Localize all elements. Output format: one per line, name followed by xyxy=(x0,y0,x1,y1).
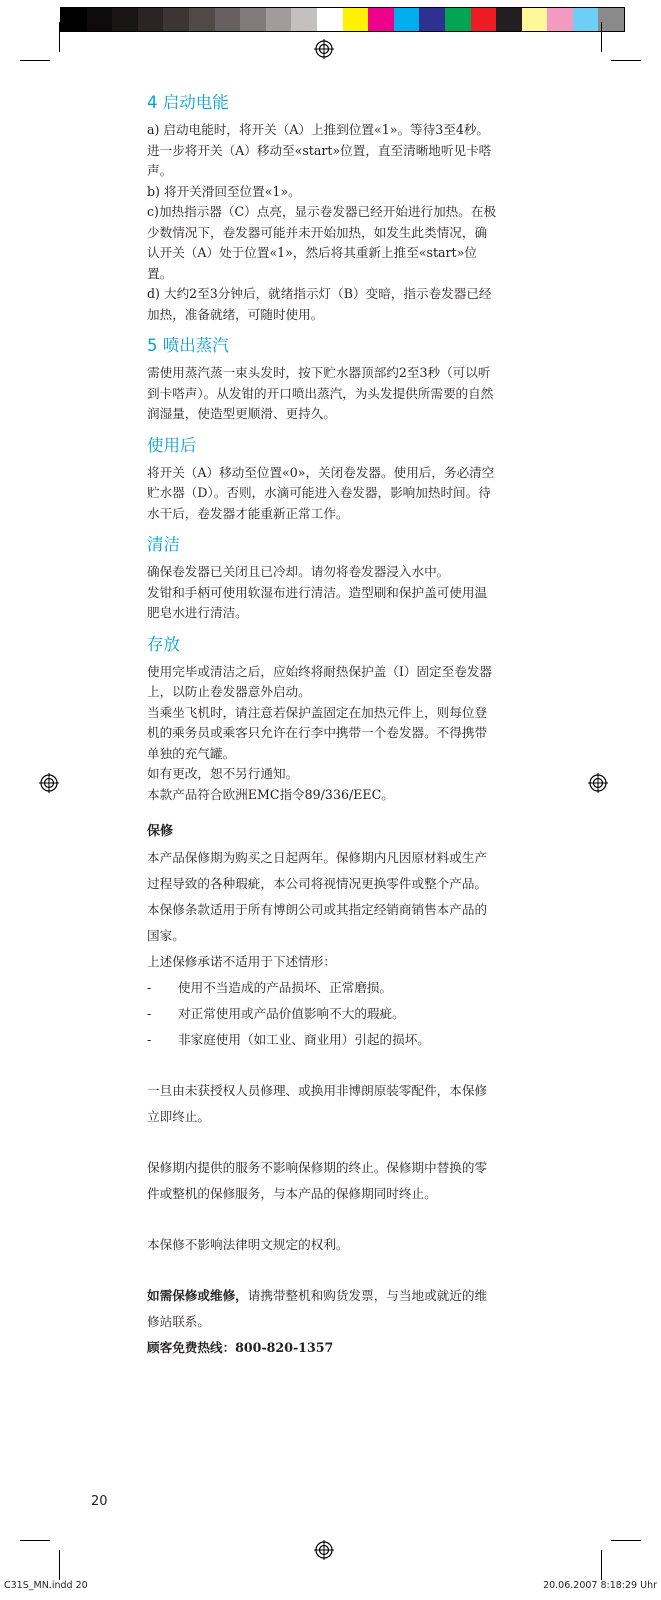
color-swatch xyxy=(317,8,343,31)
color-swatch xyxy=(266,8,292,31)
color-swatch xyxy=(112,8,138,31)
warranty-paragraph: 本产品保修期为购买之日起两年。保修期内凡因原材料或生产过程导致的各种瑕疵，本公司将视情况更换零件或整个产品。 xyxy=(147,850,488,891)
color-swatch xyxy=(445,8,471,31)
color-swatch xyxy=(419,8,445,31)
section xyxy=(147,335,499,425)
section xyxy=(147,534,499,624)
color-swatch xyxy=(394,8,420,31)
registration-mark-icon xyxy=(39,773,59,793)
warranty-section xyxy=(147,819,499,1361)
color-swatch xyxy=(547,8,573,31)
section-paragraph: 进一步将开关（A）移动至«start»位置，直至清晰地听见卡嗒声。 xyxy=(147,142,492,178)
page-number: 20 xyxy=(91,1494,108,1509)
section-paragraph: 发钳和手柄可使用软湿布进行清洁。造型刷和保护盖可使用温肥皂水进行清洁。 xyxy=(147,584,488,620)
section-paragraph: a) 启动电能时，将开关（A）上推到位置«1»。等待3至4秒。 xyxy=(147,122,490,137)
color-swatch xyxy=(240,8,266,31)
color-swatch xyxy=(291,8,317,31)
exclusion-item xyxy=(147,1001,499,1027)
crop-mark xyxy=(611,60,641,61)
section-heading: 清洁 xyxy=(147,535,180,554)
section-heading: 4 启动电能 xyxy=(147,93,229,112)
crop-mark xyxy=(20,1540,50,1541)
color-swatch xyxy=(496,8,522,31)
registration-mark-icon xyxy=(588,773,608,793)
exclusion-item xyxy=(147,975,499,1001)
main-content xyxy=(147,92,499,1361)
warranty-paragraph: 一旦由未获授权人员修理、或换用非博朗原装零配件，本保修立即终止。 xyxy=(147,1083,488,1124)
section-paragraph: 本款产品符合欧洲EMC指令89/336/EEC。 xyxy=(147,786,394,802)
section-paragraph: 当乘坐飞机时，请注意若保护盖固定在加热元件上，则每位登机的乘务员或乘客只允许在行李中携带一个卷发器。不得携带单独的充气罐。 xyxy=(147,704,488,761)
color-swatch xyxy=(87,8,113,31)
exclusion-text: 使用不当造成的产品损坏、正常磨损。 xyxy=(178,980,393,995)
contact-bold: 如需保修或维修， xyxy=(147,1288,248,1303)
crop-mark xyxy=(601,1550,602,1580)
color-swatch xyxy=(61,8,87,31)
color-swatch xyxy=(522,8,548,31)
crop-mark xyxy=(59,22,60,52)
crop-mark xyxy=(611,1540,641,1541)
warranty-paragraph: 本保修条款适用于所有博朗公司或其指定经销商销售本产品的国家。 xyxy=(147,902,488,943)
section xyxy=(147,634,499,806)
color-swatch xyxy=(138,8,164,31)
registration-mark-icon xyxy=(314,39,334,59)
section-paragraph: 需使用蒸汽蒸一束头发时，按下贮水器顶部约2至3秒（可以听到卡嗒声）。从发钳的开口喷出蒸汽，为头发提供所需要的自然润湿量，使造型更顺滑、更持久。 xyxy=(147,365,494,421)
warranty-title: 保修 xyxy=(147,824,174,839)
section-heading: 存放 xyxy=(147,634,180,654)
section-paragraph: 如有更改，恕不另行通知。 xyxy=(147,766,299,781)
section-paragraph: c)加热指示器（C）点亮，显示卷发器已经开始进行加热。在极少数情况下，卷发器可能并未开始加热，如发生此类情况，确认开关（A）处于位置«1»，然后将其重新上推至«start»位置。 xyxy=(147,204,497,281)
color-swatch xyxy=(189,8,215,31)
warranty-paragraph: 本保修不影响法律明文规定的权利。 xyxy=(147,1237,349,1252)
section-paragraph: b) 将开关滑回至位置«1»。 xyxy=(147,183,301,199)
section-heading: 使用后 xyxy=(147,435,197,455)
file-slug: C31S_MN.indd 20 xyxy=(4,1580,88,1591)
exclusion-text: 对正常使用或产品价值影响不大的瑕疵。 xyxy=(178,1006,405,1021)
section-heading: 5 喷出蒸汽 xyxy=(147,336,229,355)
section xyxy=(147,92,499,325)
color-swatch xyxy=(215,8,241,31)
list-dash: - xyxy=(147,1032,152,1047)
contact-paragraph xyxy=(147,1283,499,1335)
registration-mark-icon xyxy=(314,1540,334,1560)
color-swatch xyxy=(598,8,624,31)
section-paragraph: d) 大约2至3分钟后，就绪指示灯（B）变暗，指示卷发器已经加热，准备就绪，可随时使用。 xyxy=(147,286,492,322)
list-dash: - xyxy=(147,980,152,995)
color-swatch xyxy=(163,8,189,31)
exclusions-title: 上述保修承诺不适用于下述情形： xyxy=(147,954,336,969)
exclusions-list xyxy=(147,975,499,1053)
section-paragraph: 确保卷发器已关闭且已冷却。请勿将卷发器浸入水中。 xyxy=(147,564,450,579)
section-paragraph: 将开关（A）移动至位置«0»，关闭卷发器。使用后，务必清空贮水器（D）。否则，水滴可能进入卷发器，影响加热时间。待水干后，卷发器才能重新正常工作。 xyxy=(147,464,495,521)
color-swatch xyxy=(573,8,599,31)
color-swatch xyxy=(471,8,497,31)
date-slug: 20.06.2007 8:18:29 Uhr xyxy=(543,1580,657,1591)
warranty-paragraph: 保修期内提供的服务不影响保修期的终止。保修期中替换的零件或整机的保修服务，与本产品的保修期同时终止。 xyxy=(147,1160,488,1201)
color-swatch xyxy=(343,8,369,31)
crop-mark xyxy=(601,22,602,52)
section xyxy=(147,435,499,525)
crop-mark xyxy=(59,1550,60,1580)
section-paragraph: 使用完毕或清洁之后，应始终将耐热保护盖（I）固定至卷发器上，以防止卷发器意外启动。 xyxy=(147,663,493,699)
exclusion-item xyxy=(147,1027,499,1053)
crop-mark xyxy=(20,60,50,61)
exclusion-text: 非家庭使用（如工业、商业用）引起的损坏。 xyxy=(178,1032,430,1047)
hotline: 顾客免费热线：800-820-1357 xyxy=(147,1340,334,1355)
color-swatch xyxy=(368,8,394,31)
instruction-sections xyxy=(147,92,499,805)
list-dash: - xyxy=(147,1006,152,1021)
color-calibration-bar xyxy=(60,7,625,32)
contact-rest: 请携带整机和购货发票，与当地或就近的维修站联系。 xyxy=(147,1288,488,1329)
